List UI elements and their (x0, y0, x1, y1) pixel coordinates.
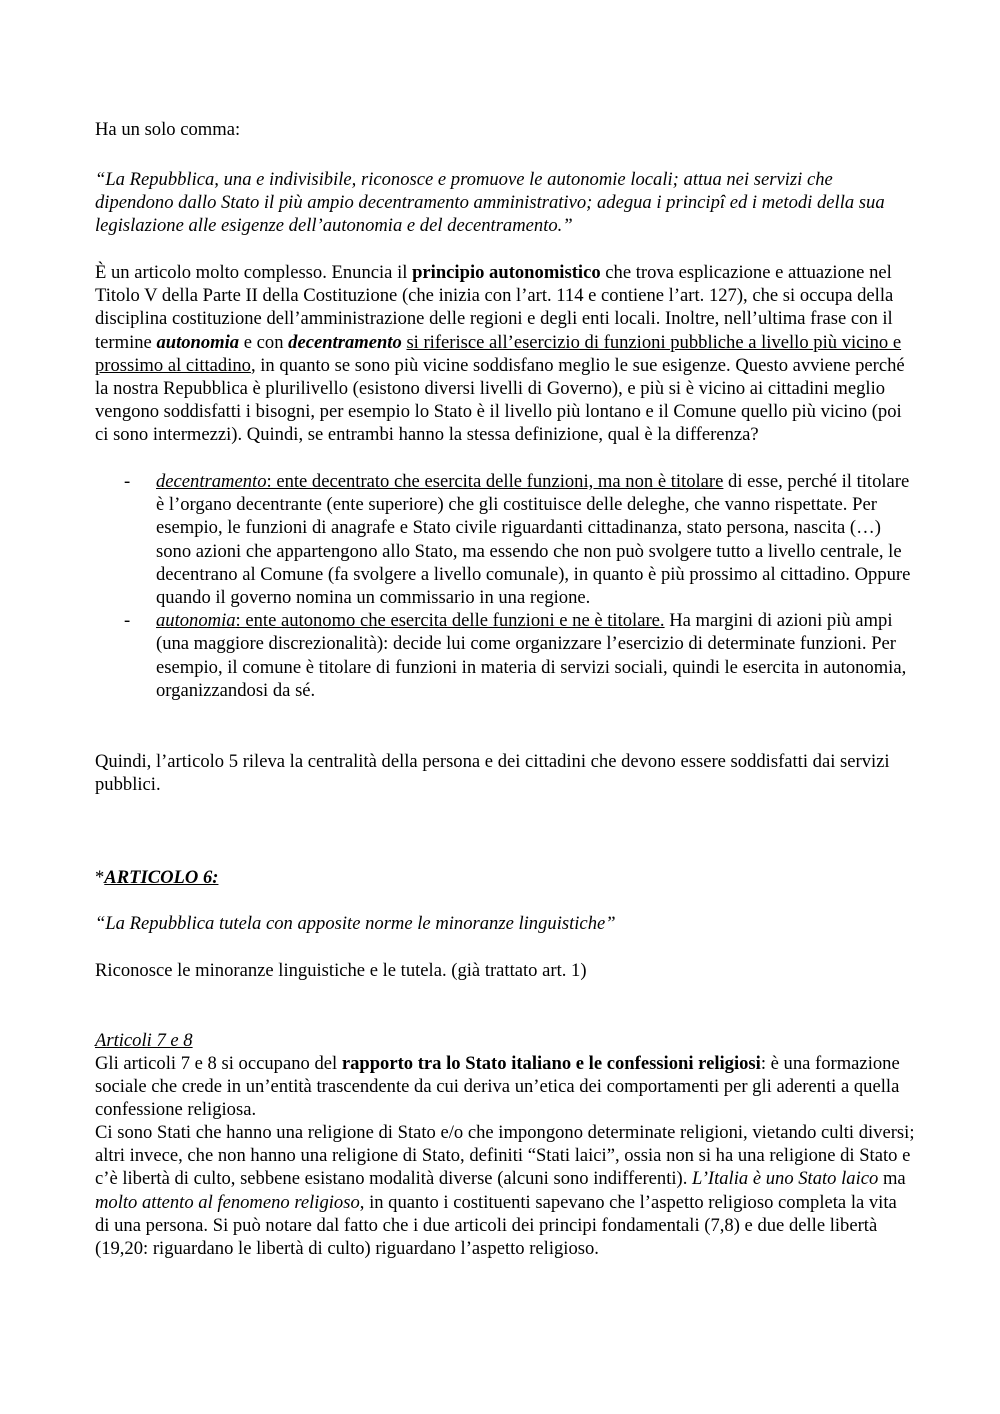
bold-term: rapporto tra lo Stato italiano e le confessioni religiosi (341, 1053, 761, 1074)
paragraph-conclusion: Quindi, l’articolo 5 rileva la centralità della persona e dei cittadini che devono essere soddisfatti dai servizi pubblici. (95, 751, 890, 796)
italic-text: L’Italia è uno Stato laico (692, 1168, 879, 1190)
definition: : ente decentrato che esercita delle funzioni, ma non è titolare (266, 471, 724, 492)
text: che trova esplicazione e attuazione nel Titolo V della Parte II della Costituzione (che inizia con l’art. 114 e contiene l’art. 127), che si occupa della disciplina costituzione dell’amministrazione delle regioni e degli enti locali. Inoltre, nell’ultima frase con il termine (95, 262, 894, 353)
article-6-quote (95, 912, 915, 935)
paragraph-confessioni (95, 1052, 915, 1122)
bold-italic-term: autonomia (156, 331, 240, 353)
text: È un articolo molto complesso. Enuncia il (95, 262, 413, 283)
list-marker: - (124, 471, 131, 492)
term: decentramento (156, 471, 267, 492)
list-marker: - (124, 610, 131, 632)
term: autonomia (156, 610, 236, 632)
underlined-text: si riferisce all’esercizio di funzioni pubbliche a livello più vicino e prossimo al cittadino (95, 331, 902, 376)
explanation: di esse, perché il titolare è l’organo decentrante (ente superiore) che gli costituisce delle deleghe, che vanno rispettate. Per esempio, le funzioni di anagrafe e Stato civile riguardanti cittadinanza, stato persona, nascita (…) sono azioni che appartengono allo Stato, ma essendo che non può svolgere tutto a livello centrale, le decentrano al Comune (fa svolgere a livello comunale), in quanto è più prossimo al cittadino. Oppure quando il governo nomina un commissario in una regione. (156, 471, 911, 609)
heading-text: ARTICOLO 6: (104, 867, 219, 888)
asterisk: * (95, 867, 105, 888)
bold-italic-term: decentramento (288, 331, 402, 353)
bold-term: principio autonomistico (412, 262, 601, 283)
text: e con (239, 331, 289, 353)
article-6-heading (95, 866, 915, 889)
text: , in quanto se sono più vicine soddisfano meglio le sue esigenze. Questo avviene perché la nostra Repubblica è plurilivello (esistono diversi livelli di Governo), e più si è vicino ai cittadini meglio vengono soddisfatti i bisogni, per esempio lo Stato è il livello più lontano e il Comune quello più vicino (poi ci sono intermezzi). Quindi, se entrambi hanno la stessa definizione, qual è la differenza? (95, 354, 905, 446)
text: ma (878, 1168, 906, 1190)
quote-text: “La Repubblica tutela con apposite norme le minoranze linguistiche” (95, 913, 616, 934)
list-item (95, 609, 915, 702)
text: Gli articoli 7 e 8 si occupano del (95, 1053, 342, 1074)
text: , in quanto i costituenti sapevano che l’aspetto religioso completa la vita di una persona. Si può notare dal fatto che i due articoli dei principi fondamentali (7,8) e due delle libertà (19,20: riguardano le libertà di culto) riguardano l’aspetto religioso. (95, 1191, 897, 1260)
explanation: Ha margini di azioni più ampi (una maggiore discrezionalità): decide lui come organizzare l’esercizio di determinate funzioni. Per esempio, il comune è titolare di funzioni in materia di servizi sociali, quindi le esercita in autonomia, organizzandosi da sé. (156, 610, 907, 701)
list-item (95, 470, 915, 609)
intro-line: Ha un solo comma: (95, 119, 241, 140)
italic-text: molto attento al fenomeno religioso (95, 1191, 360, 1213)
quote-text: “La Repubblica, una e indivisibile, riconosce e promuove le autonomie locali; attua nei servizi che dipendono dallo Stato il più ampio decentramento amministrativo; adegua i principî ed i metodi della sua legislazione alle esigenze dell’autonomia e del decentramento.” (95, 169, 885, 237)
article-6-text: Riconosce le minoranze linguistiche e le tutela. (già trattato art. 1) (95, 960, 587, 981)
definitions-list (95, 470, 915, 702)
definition: : ente autonomo che esercita delle funzioni e ne è titolare. (235, 610, 665, 632)
articles-7-8-heading (95, 1029, 915, 1052)
article-5-quote (95, 168, 915, 238)
text: : è una formazione sociale che crede in un’entità trascendente da cui deriva un’etica dei comportamenti per gli aderenti a quella confessione religiosa. (95, 1053, 900, 1121)
paragraph-principio-autonomistico (95, 261, 915, 447)
paragraph-stati-laici (95, 1121, 915, 1260)
heading-text: Articoli 7 e 8 (95, 1030, 193, 1051)
text: Ci sono Stati che hanno una religione di Stato e/o che impongono determinate religioni, vietando culti diversi; altri invece, che non hanno una religione di Stato, definiti “Stati laici”, ossia non si ha una religione di Stato e c’è libertà di culto, sebbene esistano modalità diverse (alcuni sono indifferenti). (95, 1122, 915, 1190)
